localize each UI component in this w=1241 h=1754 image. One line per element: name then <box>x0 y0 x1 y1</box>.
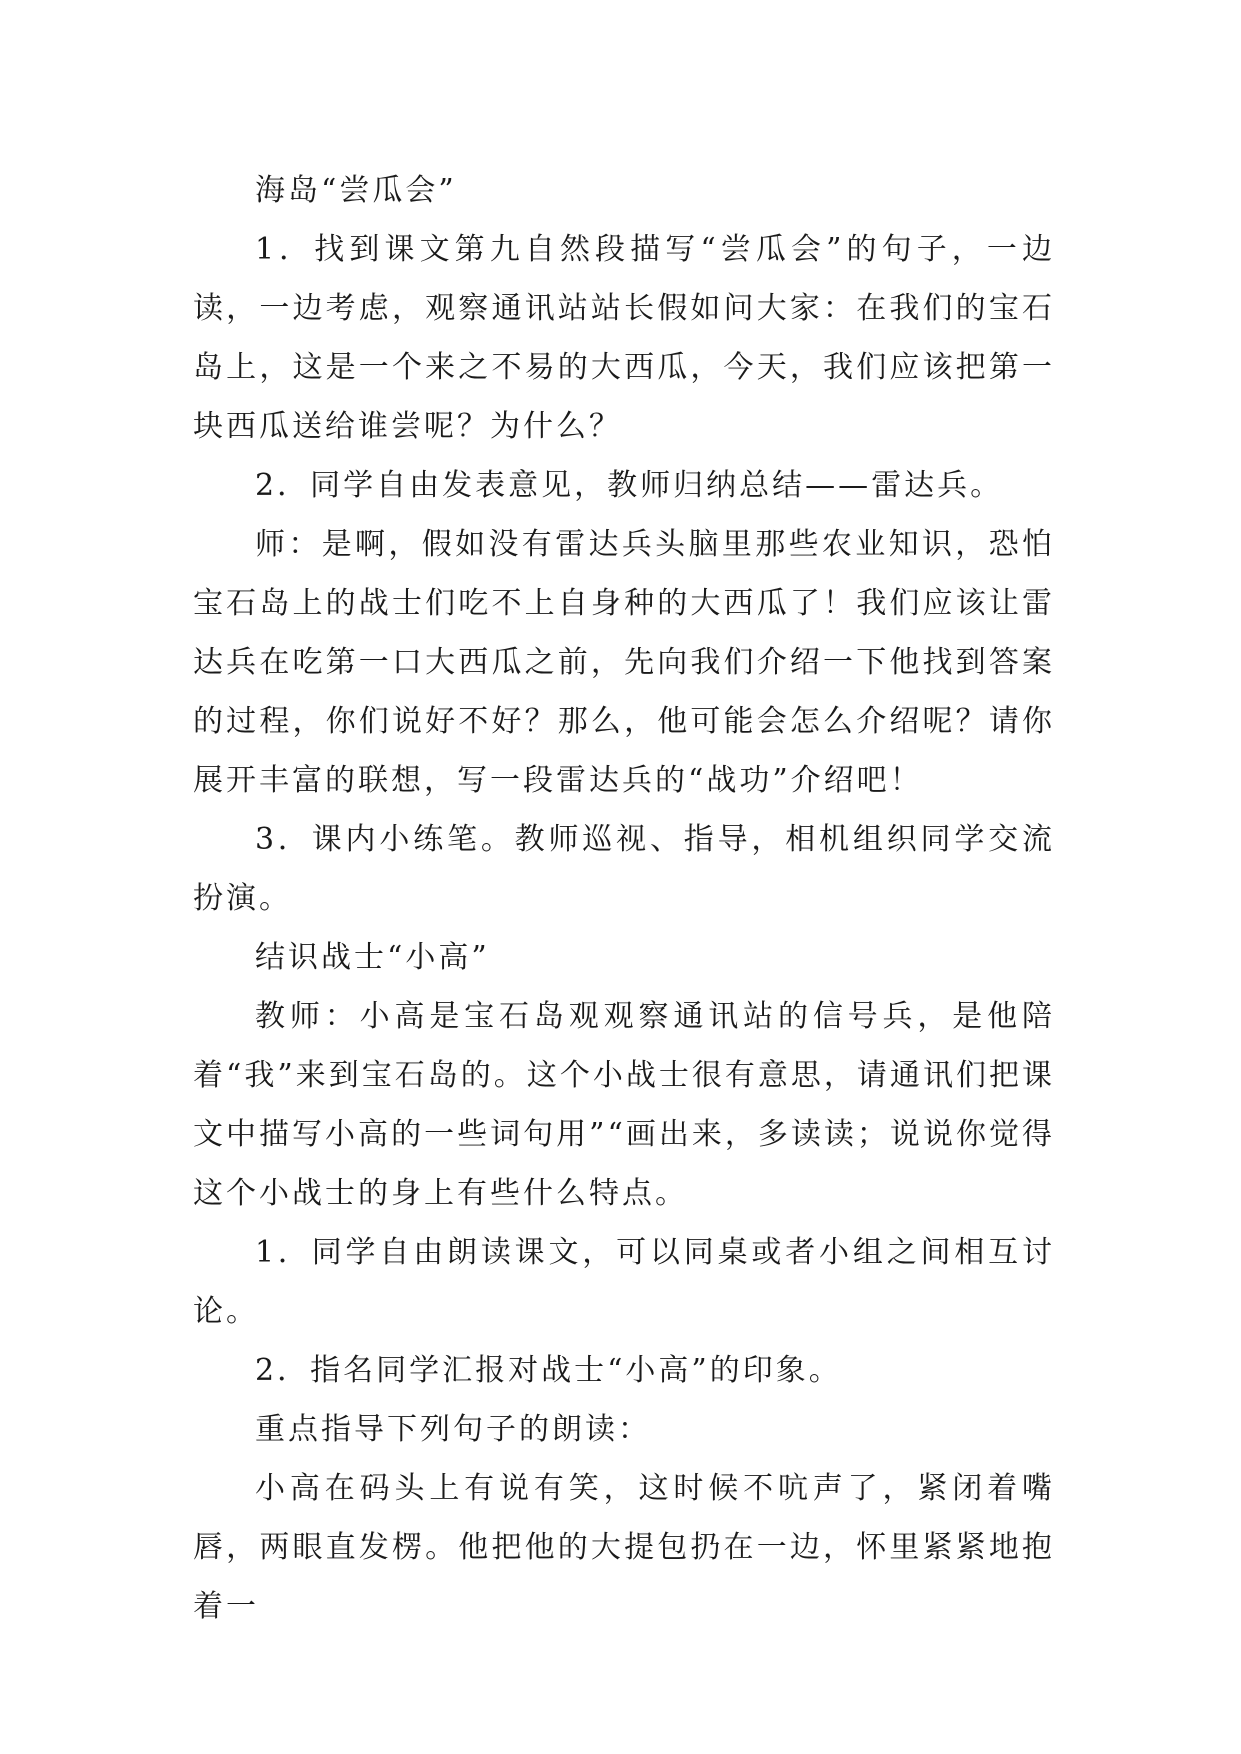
paragraph-teacher-intro: 教师：小高是宝石岛观观察通讯站的信号兵，是他陪着“我”来到宝石岛的。这个小战士很有意思，请通讯们把课文中描写小高的一些词句用”“画出来，多读读；说说你觉得这个小战士的身上有些什么特点。 <box>193 999 1055 1211</box>
paragraph-step-3: 3．课内小练笔。教师巡视、指导，相机组织同学交流扮演。 <box>193 822 1055 916</box>
document-body <box>193 161 1055 1636</box>
paragraph-step-2: 2．同学自由发表意见，教师归纳总结——雷达兵。 <box>255 468 1004 503</box>
paragraph-quoted-passage: 小高在码头上有说有笑，这时候不吭声了，紧闭着嘴唇，两眼直发楞。他把他的大提包扔在一边，怀里紧紧地抱着一 <box>193 1471 1055 1624</box>
paragraph-reading-step-2: 2．指名同学汇报对战士“小高”的印象。 <box>255 1353 842 1388</box>
section-heading-xiao-gao: 结识战士“小高” <box>255 940 490 975</box>
section-heading-melon-tasting: 海岛“尝瓜会” <box>255 173 457 208</box>
paragraph-reading-step-1: 1．同学自由朗读课文，可以同桌或者小组之间相互讨论。 <box>193 1235 1055 1329</box>
paragraph-step-1: 1．找到课文第九自然段描写“尝瓜会”的句子，一边读，一边考虑，观察通讯站站长假如问大家：在我们的宝石岛上，这是一个来之不易的大西瓜，今天，我们应该把第一块西瓜送给谁尝呢？为什么？ <box>193 232 1055 444</box>
paragraph-guidance: 重点指导下列句子的朗读： <box>255 1412 651 1447</box>
paragraph-teacher-remark: 师：是啊，假如没有雷达兵头脑里那些农业知识，恐怕宝石岛上的战士们吃不上自身种的大西瓜了！我们应该让雷达兵在吃第一口大西瓜之前，先向我们介绍一下他找到答案的过程，你们说好不好？那么，他可能会怎么介绍呢？请你展开丰富的联想，写一段雷达兵的“战功”介绍吧！ <box>193 527 1055 798</box>
